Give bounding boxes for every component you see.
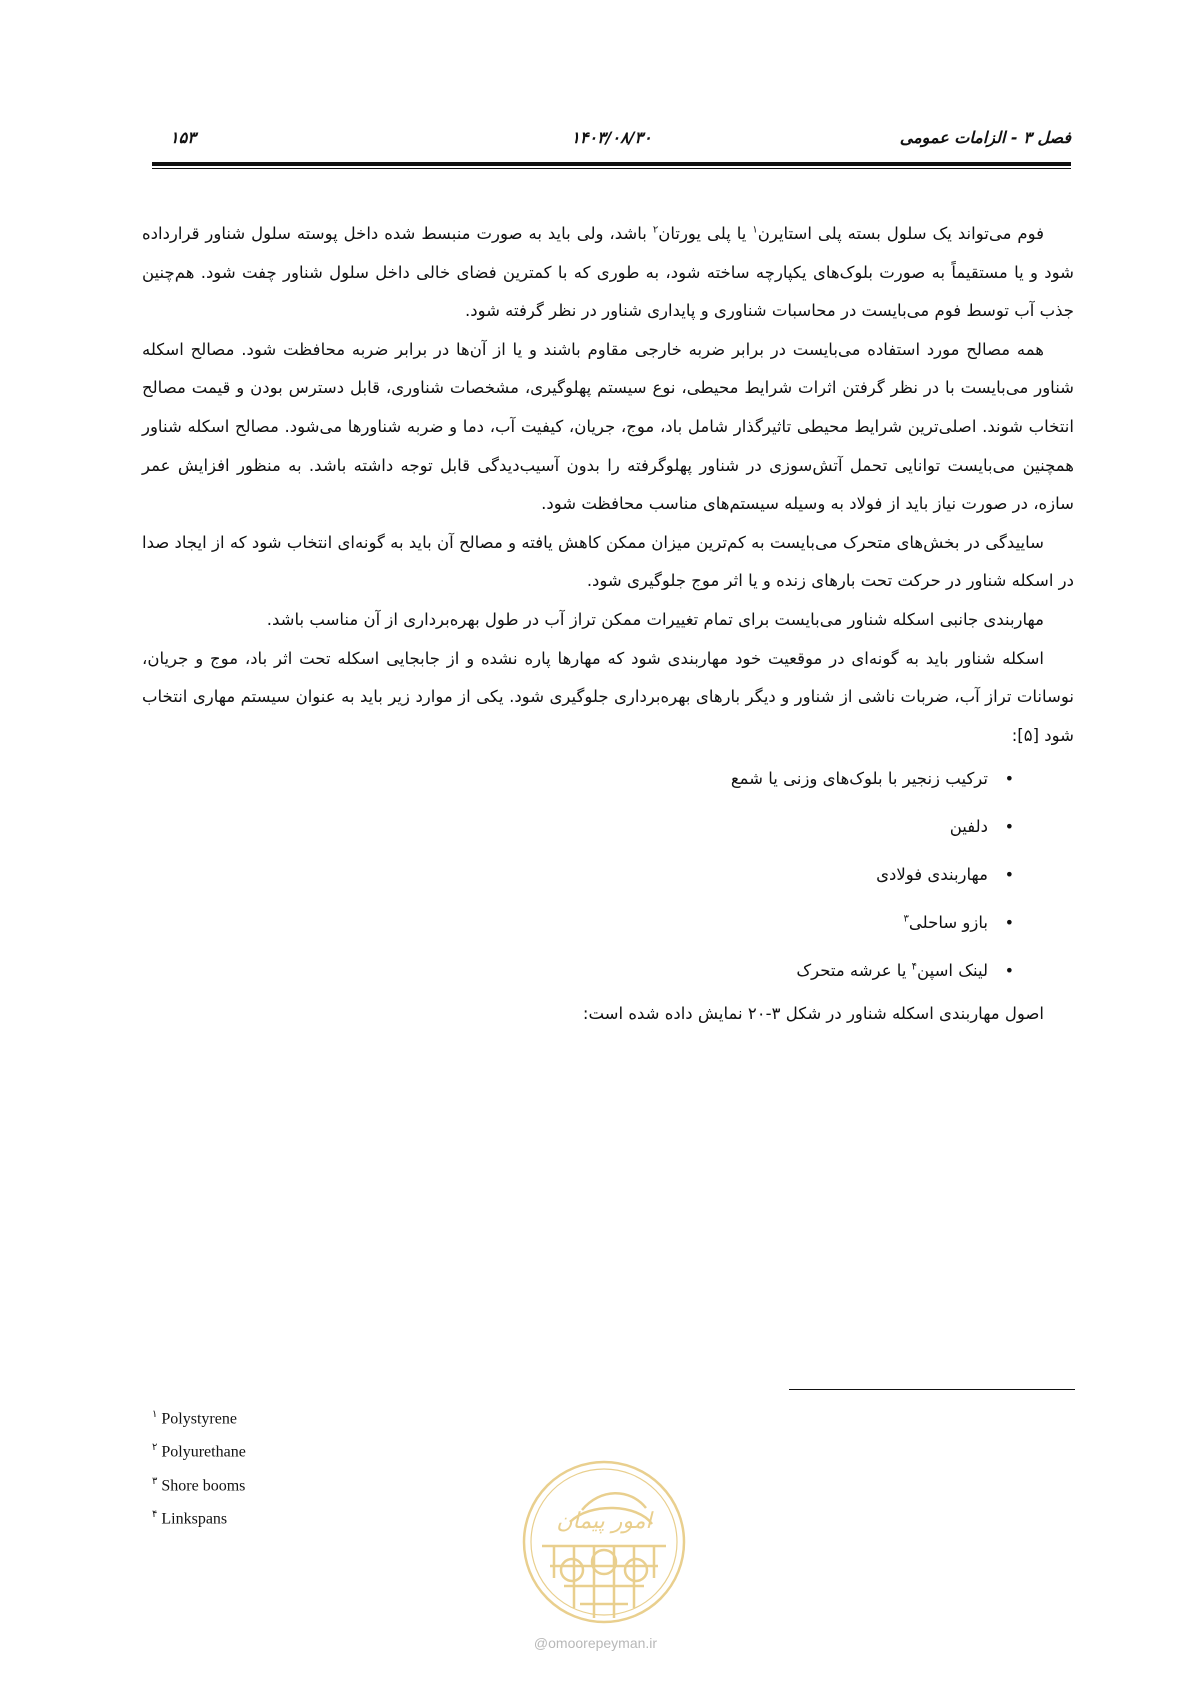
footnote-4: $^۴$ Linkspans [152, 1508, 228, 1528]
watermark-seal-icon [520, 1458, 688, 1626]
paragraph-materials: همه مصالح مورد استفاده می‌بایست در برابر ضربه خارجی مقاوم باشند و یا از آن‌ها در برابر ضربه محافظت شود. مصالح اسکله شناور می‌بایست با در نظر گرفتن اثرات شرایط محیطی، نوع سیستم پهلوگیری، مشخصات شناوری، قابل دسترس بودن و قیمت مصالح انتخاب شوند. اصلی‌ترین شرایط محیطی تاثیرگذار شامل باد، موج، جریان، کیفیت آب، دما و ضربه شناورها می‌شود. مصالح اسکله شناور همچنین می‌بایست توانایی تحمل آتش‌سوزی در شناور پهلوگرفته را بدون آسیب‌دیدگی قابل توجه داشته باشد. به منظور افزایش عمر سازه، در صورت نیاز باید از فولاد به وسیله سیستم‌های مناسب محافظت شود. [142, 339, 1074, 514]
footnote-ref-1[interactable]: ۱ [752, 224, 758, 236]
paragraph-figure-ref: اصول مهاربندی اسکله شناور در شکل ۳-۲۰ نمایش داده شده است: [582, 1004, 1044, 1024]
paragraph-lateral-bracing: مهاربندی جانبی اسکله شناور می‌بایست برای تمام تغییرات ممکن تراز آب در طول بهره‌برداری از آن مناسب باشد. [266, 609, 1044, 629]
paragraph-mooring: اسکله شناور باید به گونه‌ای در موقعیت خود مهاربندی شود که مهارها پاره نشده و از جابجایی اسکله تحت اثر باد، موج و جریان، نوسانات تراز آب، ضربات ناشی از شناور و دیگر بارهای بهره‌برداری جلوگیری شود. یکی از موارد زیر باید به عنوان سیستم مهاری انتخاب شود [۵]: [142, 648, 1074, 745]
footnote-ref-3[interactable]: ۳ [903, 913, 909, 925]
list-item: • بازو ساحلی$^۳$ [142, 899, 1014, 947]
list-item: • ترکیب زنجیر با بلوک‌های وزنی یا شمع [142, 755, 1014, 803]
footnotes [152, 1400, 552, 1533]
header-rule-thick [152, 162, 1071, 166]
paragraph-abrasion: ساییدگی در بخش‌های متحرک می‌بایست به کم‌ترین میزان ممکن کاهش یافته و مصالح آن باید به گونه‌ای انتخاب شود که از ایجاد صدا در اسکله شناور در حرکت تحت بارهای زنده و یا اثر موج جلوگیری شود. [142, 532, 1074, 591]
chapter-title: فصل ۳ - الزامات عمومی [899, 128, 1071, 147]
page-number: ۱۵۳ [170, 128, 196, 147]
footnote-2: $^۲$ Polyurethane [152, 1442, 246, 1461]
page-header [152, 128, 1071, 156]
list-item: • مهاربندی فولادی [142, 851, 1014, 899]
svg-text:امور پیمان: امور پیمان [556, 1509, 652, 1534]
mooring-options-list [142, 755, 1074, 995]
paragraph-foam: فوم می‌تواند یک سلول بسته پلی استایرن$^۱$ یا پلی یورتان$^۲$ باشد، ولی باید به صورت منبسط شده داخل پوسته سلول شناور قرارداده شود و یا مستقیماً به صورت بلوک‌های یکپارچه ساخته شود، به طوری که با کمترین فضای خالی داخل سلول شناور چفت شود. هم‌چنین جذب آب توسط فوم می‌بایست در محاسبات شناوری و پایداری شناور در نظر گرفته شود. [142, 224, 1074, 321]
body-text [142, 215, 1074, 1034]
list-item: • لینک اسپن$^۴$ یا عرشه متحرک [142, 947, 1014, 995]
header-date: ۱۴۰۳/۰۸/۳۰ [571, 128, 652, 147]
footnote-3: $^۳$ Shore booms [152, 1475, 246, 1494]
list-item: • دلفین [142, 803, 1014, 851]
footnote-ref-2[interactable]: ۲ [652, 224, 659, 236]
footnote-separator [789, 1389, 1075, 1390]
header-rule-thin [152, 168, 1071, 169]
footnote-ref-4[interactable]: ۴ [911, 961, 918, 973]
watermark-url: @omoorepeyman.ir [533, 1635, 658, 1651]
footnote-1: $^۱$ Polystyrene [152, 1409, 237, 1428]
